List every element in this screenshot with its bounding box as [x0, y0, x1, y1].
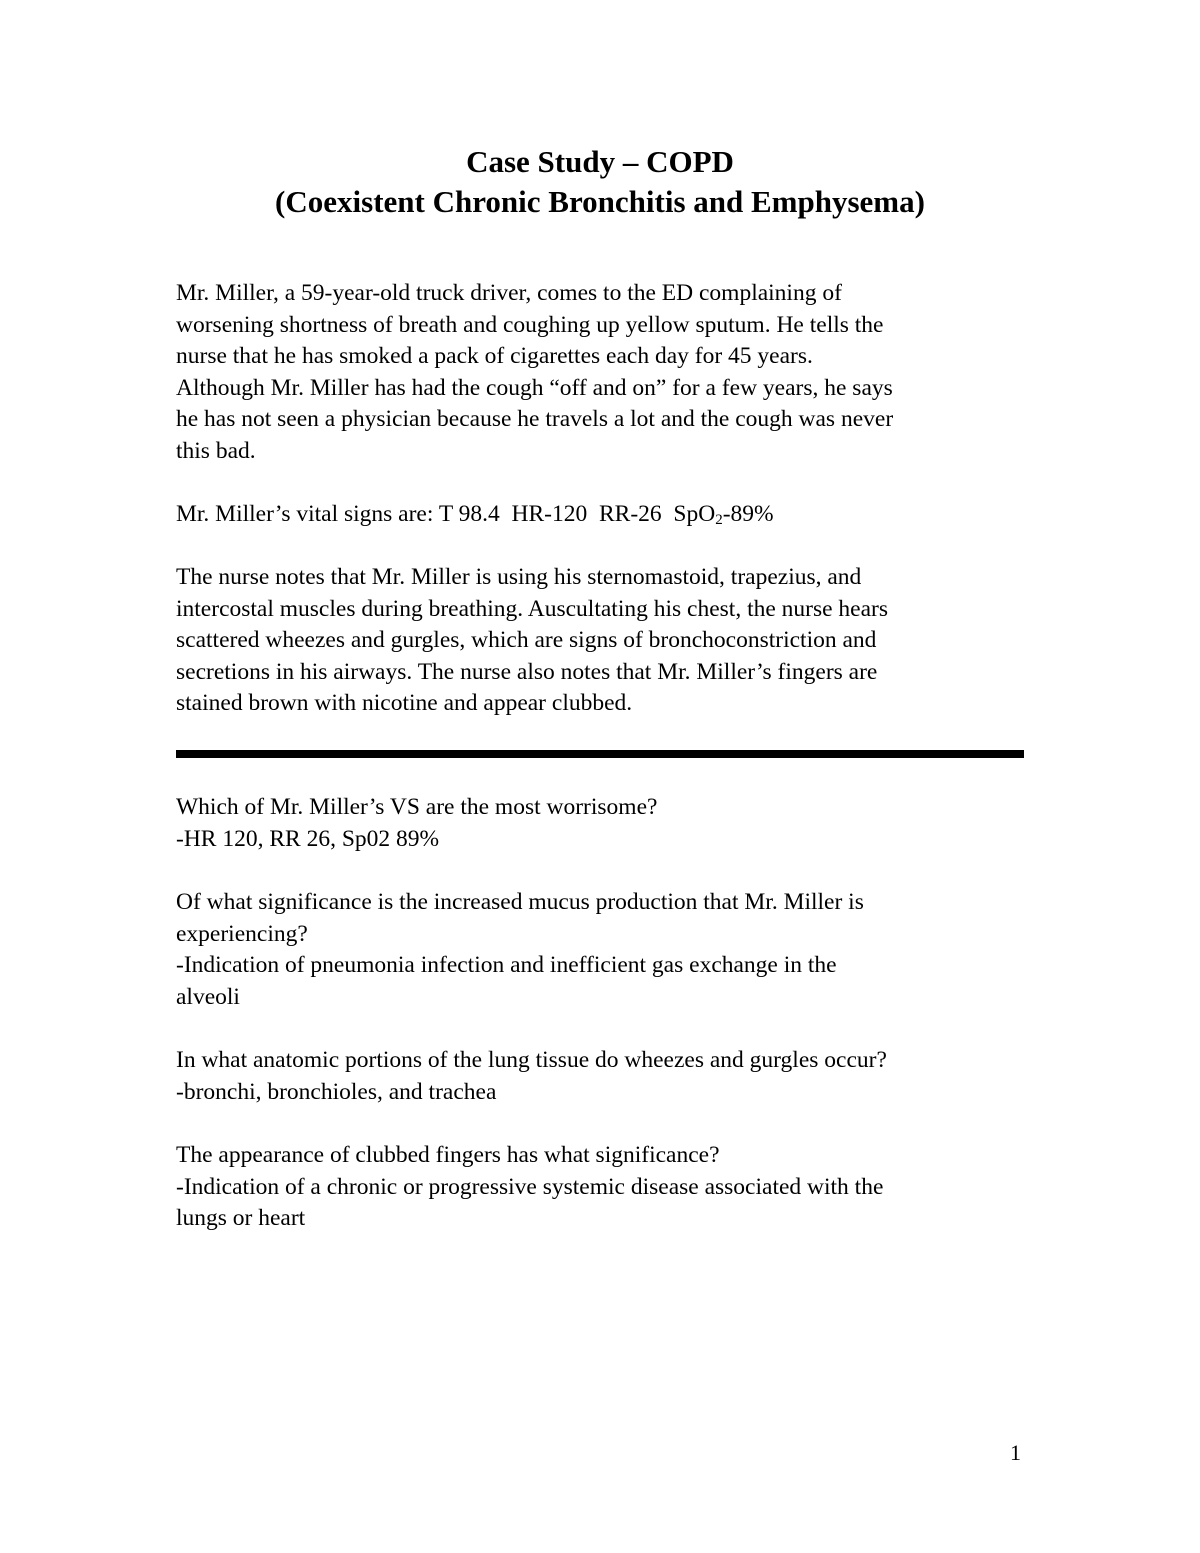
intro-line: he has not seen a physician because he travels a lot and the cough was never	[176, 406, 894, 432]
title-line-1: Case Study – COPD	[466, 144, 734, 179]
title-line-2: (Coexistent Chronic Bronchitis and Emphysema)	[275, 184, 925, 219]
question-text: Of what significance is the increased mucus production that Mr. Miller is	[176, 889, 864, 915]
intro-line: Although Mr. Miller has had the cough “off and on” for a few years, he says	[176, 374, 893, 401]
exam-line: secretions in his airways. The nurse also notes that Mr. Miller’s fingers are	[176, 658, 878, 685]
vital-signs-subscript: 2	[715, 512, 723, 528]
exam-line: The nurse notes that Mr. Miller is using his sternomastoid, trapezius, and	[176, 564, 862, 590]
vital-signs-suffix: -89%	[722, 501, 774, 527]
answer-text: -Indication of a chronic or progressive systemic disease associated with the	[176, 1173, 884, 1200]
intro-line: worsening shortness of breath and coughing up yellow sputum. He tells the	[176, 311, 884, 338]
exam-line: intercostal muscles during breathing. Auscultating his chest, the nurse hears	[176, 595, 889, 622]
document-title	[0, 142, 1200, 222]
question-block-4	[176, 1140, 1036, 1235]
exam-paragraph	[176, 562, 1036, 720]
intro-paragraph	[176, 278, 1036, 467]
exam-line: scattered wheezes and gurgles, which are signs of bronchoconstriction and	[176, 627, 877, 653]
exam-line: stained brown with nicotine and appear clubbed.	[176, 690, 633, 716]
answer-text: -HR 120, RR 26, Sp02 89%	[176, 825, 440, 852]
intro-line: Mr. Miller, a 59-year-old truck driver, comes to the ED complaining of	[176, 280, 842, 306]
question-text: experiencing?	[176, 920, 308, 947]
vital-signs-prefix: Mr. Miller’s vital signs are: T 98.4 HR-120 RR-26 SpO	[176, 501, 716, 527]
page-number: 1	[1010, 1440, 1021, 1465]
intro-line: this bad.	[176, 437, 256, 464]
answer-text: -Indication of pneumonia infection and inefficient gas exchange in the	[176, 952, 837, 978]
question-text: In what anatomic portions of the lung tissue do wheezes and gurgles occur?	[176, 1047, 887, 1073]
section-divider	[176, 750, 1024, 758]
answer-text: alveoli	[176, 983, 240, 1010]
question-block-2	[176, 887, 1036, 1013]
vital-signs-text	[176, 499, 1036, 537]
question-text: The appearance of clubbed fingers has what significance?	[176, 1142, 720, 1168]
answer-text: -bronchi, bronchioles, and trachea	[176, 1078, 497, 1105]
vital-signs-line	[176, 499, 1036, 537]
answer-text: lungs or heart	[176, 1205, 306, 1231]
question-text: Which of Mr. Miller’s VS are the most worrisome?	[176, 794, 658, 820]
question-block-1	[176, 792, 1036, 855]
question-block-3	[176, 1045, 1036, 1108]
intro-line: nurse that he has smoked a pack of cigarettes each day for 45 years.	[176, 343, 813, 369]
